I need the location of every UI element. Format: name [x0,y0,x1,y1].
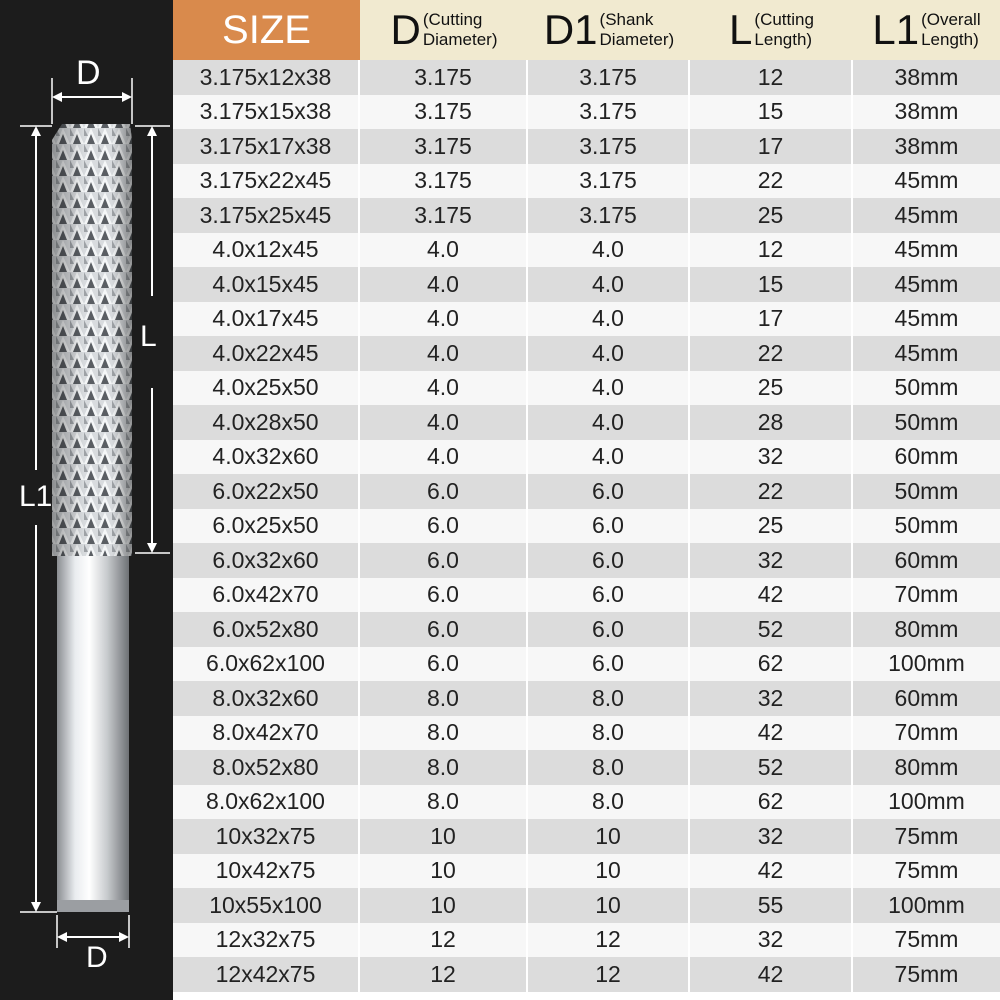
table-row [173,854,1000,889]
shank-diameter-cell: 6.0 [528,612,690,647]
table-row [173,612,1000,647]
cutting-diameter-cell: 6.0 [360,578,528,613]
cutting-length-cell: 32 [690,543,853,578]
overall-length-cell: 75mm [894,822,959,849]
shank-diameter-cell: 4.0 [528,440,690,475]
size-cell: 8.0x52x80 [173,750,360,785]
cutting-length-cell: 22 [690,336,853,371]
table-row [173,923,1000,958]
header-shank-diameter [528,0,690,60]
size-cell: 8.0x62x100 [173,785,360,820]
shank-diameter-cell: 10 [528,854,690,889]
size-cell: 4.0x32x60 [173,440,360,475]
cutting-diameter-cell: 8.0 [360,750,528,785]
header-d-symbol: D [390,6,421,53]
cutting-diameter-cell: 3.175 [360,60,528,95]
shank-diameter-cell: 4.0 [528,302,690,337]
overall-length-cell: 45mm [894,270,959,297]
size-cell: 6.0x52x80 [173,612,360,647]
shank-diameter-cell: 8.0 [528,785,690,820]
overall-length-cell: 45mm [894,236,959,263]
header-size: SIZE [173,0,360,60]
overall-length-cell: 80mm [894,753,959,780]
cutting-length-cell: 32 [690,440,853,475]
cutting-length-cell: 32 [690,819,853,854]
size-table [173,0,1000,1000]
cutting-length-cell: 42 [690,716,853,751]
size-cell: 6.0x62x100 [173,647,360,682]
table-row [173,819,1000,854]
cutting-diameter-cell: 8.0 [360,785,528,820]
size-cell: 12x32x75 [173,923,360,958]
cutting-length-cell: 42 [690,957,853,992]
overall-length-cell: 100mm [888,891,965,918]
overall-length-cell: 45mm [894,305,959,332]
cutting-diameter-cell: 3.175 [360,129,528,164]
table-row [173,509,1000,544]
size-cell: 4.0x15x45 [173,267,360,302]
overall-length-cell: 60mm [894,546,959,573]
cutting-length-cell: 32 [690,681,853,716]
overall-length-cell: 50mm [894,408,959,435]
size-cell: 3.175x15x38 [173,95,360,130]
shank-diameter-cell: 6.0 [528,543,690,578]
size-cell: 8.0x32x60 [173,681,360,716]
overall-length-cell: 45mm [894,201,959,228]
cutting-diameter-cell: 12 [360,923,528,958]
cutting-length-cell: 32 [690,923,853,958]
overall-length-cell: 80mm [894,615,959,642]
shank-diameter-cell: 3.175 [528,60,690,95]
shank-diameter-cell: 10 [528,888,690,923]
table-row [173,578,1000,613]
size-cell: 4.0x25x50 [173,371,360,406]
cutting-length-cell: 12 [690,60,853,95]
shank-diameter-cell: 3.175 [528,164,690,199]
size-cell: 10x55x100 [173,888,360,923]
header-l1-caption: (Overall Length) [921,10,981,49]
cutting-diameter-cell: 4.0 [360,440,528,475]
table-row [173,371,1000,406]
cutting-diameter-cell: 3.175 [360,95,528,130]
size-cell: 3.175x17x38 [173,129,360,164]
cutting-length-cell: 55 [690,888,853,923]
size-cell: 6.0x42x70 [173,578,360,613]
cutting-diameter-cell: 4.0 [360,405,528,440]
label-l1: L1 [19,480,53,513]
shank [57,556,129,912]
header-d1-symbol: D1 [543,6,598,53]
header-l-symbol: L [729,6,753,53]
overall-length-cell: 60mm [894,443,959,470]
shank-diameter-cell: 3.175 [528,129,690,164]
cutting-length-cell: 22 [690,164,853,199]
header-d1-caption: (Shank Diameter) [599,10,675,49]
overall-length-cell: 45mm [894,167,959,194]
cutting-diameter-cell: 4.0 [360,371,528,406]
cutting-length-cell: 25 [690,371,853,406]
header-l1-symbol: L1 [872,6,920,53]
cutting-diameter-cell: 3.175 [360,198,528,233]
shank-diameter-cell: 4.0 [528,336,690,371]
shank-diameter-cell: 3.175 [528,95,690,130]
cutting-length-cell: 42 [690,854,853,889]
overall-length-cell: 75mm [894,926,959,953]
table-row [173,233,1000,268]
size-cell: 8.0x42x70 [173,716,360,751]
table-row [173,750,1000,785]
label-l: L [140,320,157,353]
header-cutting-length [690,0,853,60]
label-d-bottom: D [86,941,108,974]
cutting-length-cell: 15 [690,267,853,302]
table-row [173,681,1000,716]
overall-length-cell: 70mm [894,581,959,608]
table-row [173,164,1000,199]
shank-diameter-cell: 4.0 [528,267,690,302]
cutting-diameter-cell: 4.0 [360,267,528,302]
overall-length-cell: 60mm [894,684,959,711]
cutting-length-cell: 28 [690,405,853,440]
table-row [173,198,1000,233]
overall-length-cell: 45mm [894,339,959,366]
size-cell: 12x42x75 [173,957,360,992]
cutting-diameter-cell: 4.0 [360,336,528,371]
cutting-length-cell: 25 [690,198,853,233]
header-l-caption: (Cutting Length) [754,10,814,49]
table-row [173,129,1000,164]
shank-diameter-cell: 4.0 [528,233,690,268]
cutting-length-cell: 25 [690,509,853,544]
overall-length-cell: 70mm [894,719,959,746]
table-row [173,405,1000,440]
cutting-length-cell: 17 [690,302,853,337]
cutting-length-cell: 15 [690,95,853,130]
cutting-diameter-cell: 3.175 [360,164,528,199]
cutting-flutes [52,124,132,556]
label-d-top: D [76,54,101,92]
cutting-diameter-cell: 6.0 [360,647,528,682]
size-cell: 6.0x22x50 [173,474,360,509]
overall-length-cell: 50mm [894,512,959,539]
table-row [173,647,1000,682]
cutting-diameter-cell: 4.0 [360,302,528,337]
shank-diameter-cell: 8.0 [528,716,690,751]
cutting-diameter-cell: 6.0 [360,612,528,647]
cutting-diameter-cell: 8.0 [360,681,528,716]
shank-diameter-cell: 12 [528,923,690,958]
cutting-length-cell: 12 [690,233,853,268]
table-body [173,60,1000,992]
shank-diameter-cell: 6.0 [528,578,690,613]
size-cell: 3.175x25x45 [173,198,360,233]
table-row [173,716,1000,751]
cutting-diameter-cell: 6.0 [360,509,528,544]
shank-diameter-cell: 8.0 [528,681,690,716]
cutting-length-cell: 52 [690,612,853,647]
size-cell: 6.0x25x50 [173,509,360,544]
shank-diameter-cell: 10 [528,819,690,854]
table-row [173,267,1000,302]
shank-diameter-cell: 12 [528,957,690,992]
size-cell: 4.0x12x45 [173,233,360,268]
cutting-length-cell: 62 [690,785,853,820]
shank-diameter-cell: 3.175 [528,198,690,233]
cutting-diameter-cell: 10 [360,819,528,854]
size-cell: 3.175x22x45 [173,164,360,199]
cutting-diameter-cell: 6.0 [360,474,528,509]
table-row [173,440,1000,475]
cutting-length-cell: 52 [690,750,853,785]
table-row [173,785,1000,820]
shank-diameter-cell: 6.0 [528,647,690,682]
size-cell: 10x42x75 [173,854,360,889]
cutting-diameter-cell: 10 [360,888,528,923]
table-row [173,60,1000,95]
cutting-diameter-cell: 8.0 [360,716,528,751]
table-row [173,302,1000,337]
table-row [173,336,1000,371]
size-cell: 4.0x22x45 [173,336,360,371]
cutting-length-cell: 17 [690,129,853,164]
overall-length-cell: 50mm [894,477,959,504]
overall-length-cell: 38mm [894,98,959,125]
overall-length-cell: 50mm [894,374,959,401]
header-d-caption: (Cutting Diameter) [422,10,498,49]
size-cell: 4.0x17x45 [173,302,360,337]
header-cutting-diameter [360,0,528,60]
cutting-diameter-cell: 4.0 [360,233,528,268]
shank-diameter-cell: 4.0 [528,405,690,440]
table-row [173,543,1000,578]
table-row [173,888,1000,923]
cutting-diameter-cell: 12 [360,957,528,992]
overall-length-cell: 100mm [888,650,965,677]
cutting-length-cell: 42 [690,578,853,613]
size-cell: 10x32x75 [173,819,360,854]
overall-length-cell: 75mm [894,857,959,884]
table-row [173,957,1000,992]
cutting-length-cell: 62 [690,647,853,682]
shank-diameter-cell: 4.0 [528,371,690,406]
table-header [173,0,1000,60]
cutting-diameter-cell: 6.0 [360,543,528,578]
size-cell: 6.0x32x60 [173,543,360,578]
size-cell: 4.0x28x50 [173,405,360,440]
shank-diameter-cell: 8.0 [528,750,690,785]
cutting-diameter-cell: 10 [360,854,528,889]
shank-diameter-cell: 6.0 [528,509,690,544]
shank-diameter-cell: 6.0 [528,474,690,509]
table-row [173,95,1000,130]
header-overall-length [853,0,1000,60]
overall-length-cell: 100mm [888,788,965,815]
tool-diagram-panel [0,0,173,1000]
size-cell: 3.175x12x38 [173,60,360,95]
cutting-length-cell: 22 [690,474,853,509]
table-row [173,474,1000,509]
overall-length-cell: 38mm [894,63,959,90]
dimension-l1 [20,126,57,912]
overall-length-cell: 75mm [894,960,959,987]
overall-length-cell: 38mm [894,132,959,159]
